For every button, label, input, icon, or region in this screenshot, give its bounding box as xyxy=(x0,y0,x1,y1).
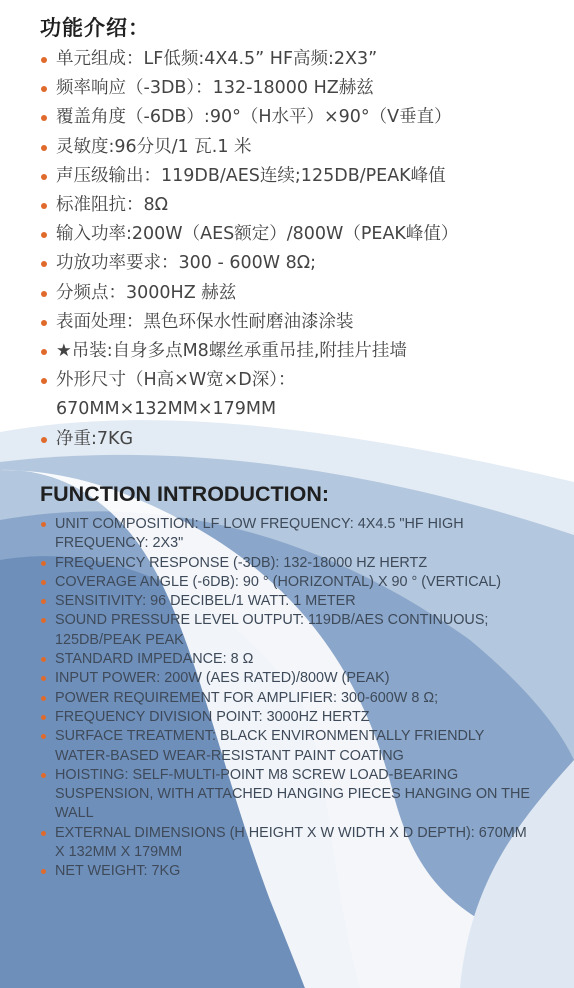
spec-item: FREQUENCY RESPONSE (-3DB): 132-18000 HZ HERTZ xyxy=(40,554,530,573)
spec-item: STANDARD IMPEDANCE: 8 Ω xyxy=(40,650,530,669)
spec-item: 功放功率要求：300 - 600W 8Ω; xyxy=(40,249,560,278)
cn-spec-list xyxy=(40,45,560,454)
spec-item: HOISTING: SELF-MULTI-POINT M8 SCREW LOAD-BEARING SUSPENSION, WITH ATTACHED HANGING PIECES HANGING ON THE WALL xyxy=(40,766,530,824)
spec-item: EXTERNAL DIMENSIONS (H HEIGHT X W WIDTH X D DEPTH): 670MM X 132MM X 179MM xyxy=(40,824,530,863)
spec-item: NET WEIGHT: 7KG xyxy=(40,862,530,881)
spec-item: SENSITIVITY: 96 DECIBEL/1 WATT. 1 METER xyxy=(40,592,530,611)
spec-item: 单元组成：LF低频:4X4.5” HF高频:2X3” xyxy=(40,45,560,74)
cn-section-title: 功能介绍： xyxy=(40,16,150,40)
en-section-title: FUNCTION INTRODUCTION: xyxy=(40,482,330,506)
spec-item: 外形尺寸（H高×W宽×D深）： 670MM×132MM×179MM xyxy=(40,366,560,424)
spec-item: FREQUENCY DIVISION POINT: 3000HZ HERTZ xyxy=(40,708,530,727)
spec-item: 输入功率:200W（AES额定）/800W（PEAK峰值） xyxy=(40,220,560,249)
spec-item: ★吊装:自身多点M8螺丝承重吊挂,附挂片挂墙 xyxy=(40,337,560,366)
spec-item: SURFACE TREATMENT: BLACK ENVIRONMENTALLY FRIENDLY WATER-BASED WEAR-RESISTANT PAINT COATING xyxy=(40,727,530,766)
spec-item: SOUND PRESSURE LEVEL OUTPUT: 119DB/AES CONTINUOUS; 125DB/PEAK PEAK xyxy=(40,611,530,650)
spec-item: UNIT COMPOSITION: LF LOW FREQUENCY: 4X4.5 "HF HIGH FREQUENCY: 2X3" xyxy=(40,515,530,554)
spec-item: 净重:7KG xyxy=(40,425,560,454)
spec-item: 声压级输出：119DB/AES连续;125DB/PEAK峰值 xyxy=(40,162,560,191)
spec-item: COVERAGE ANGLE (-6DB): 90 ° (HORIZONTAL) X 90 ° (VERTICAL) xyxy=(40,573,530,592)
en-spec-list xyxy=(40,515,530,882)
spec-item: 标准阻抗：8Ω xyxy=(40,191,560,220)
spec-item: POWER REQUIREMENT FOR AMPLIFIER: 300-600W 8 Ω; xyxy=(40,689,530,708)
spec-item: INPUT POWER: 200W (AES RATED)/800W (PEAK) xyxy=(40,669,530,688)
spec-item: 频率响应（-3DB）：132-18000 HZ赫兹 xyxy=(40,74,560,103)
spec-item: 分频点：3000HZ 赫兹 xyxy=(40,279,560,308)
spec-item: 灵敏度:96分贝/1 瓦.1 米 xyxy=(40,133,560,162)
spec-item: 表面处理：黑色环保水性耐磨油漆涂装 xyxy=(40,308,560,337)
spec-item: 覆盖角度（-6DB）:90°（H水平）×90°（V垂直） xyxy=(40,103,560,132)
